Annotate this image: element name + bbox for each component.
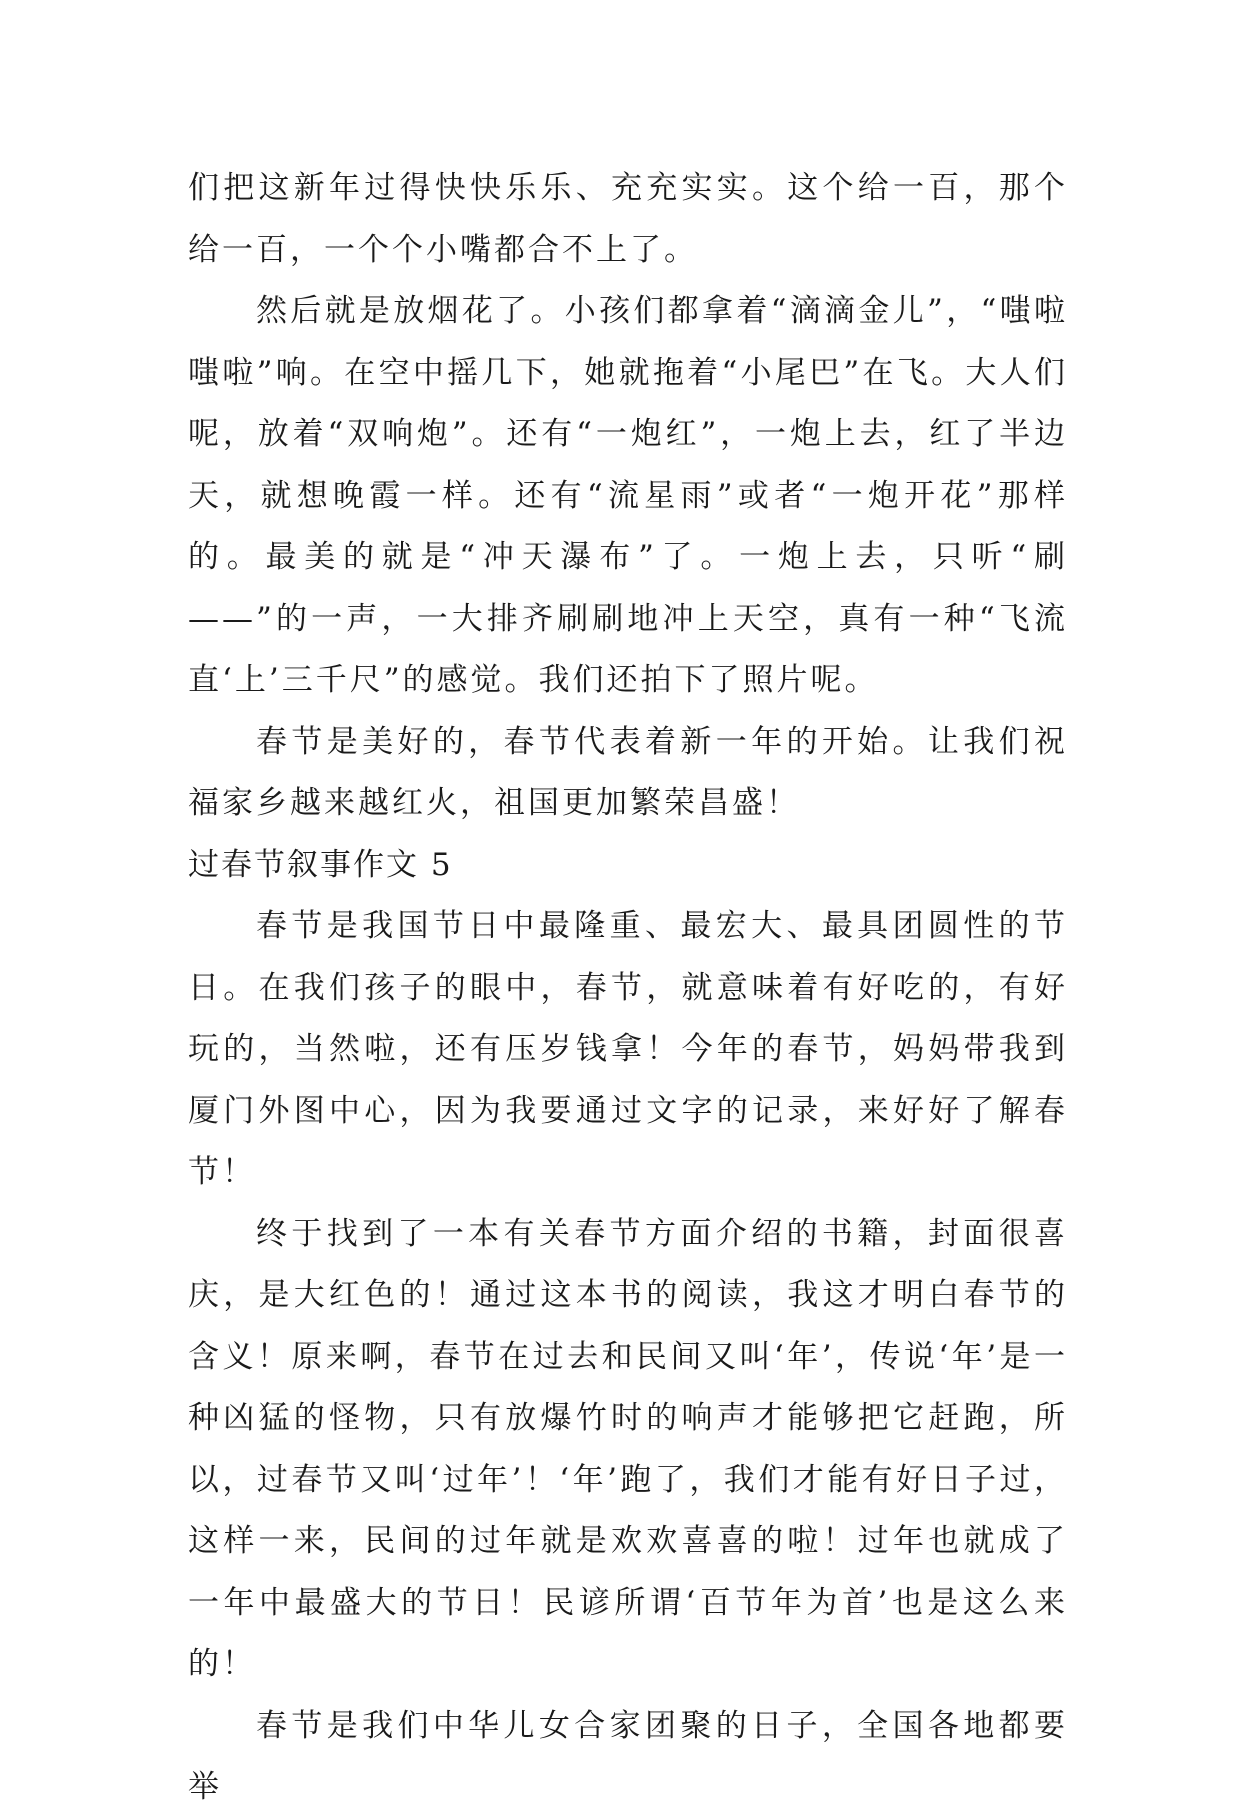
document-body bbox=[188, 158, 1068, 1819]
paragraph-fireworks: 然后就是放烟花了。小孩们都拿着“滴滴金儿”，“嗤啦嗤啦”响。在空中摇几下，她就拖着“小尾巴”在飞。大人们呢，放着“双响炮”。还有“一炮红”，一炮上去，红了半边天，就想晚霞一样。还有“流星雨”或者“一炮开花”那样的。最美的就是“冲天瀑布”了。一炮上去，只听“刷——”的一声，一大排齐刷刷地冲上天空，真有一种“飞流直‘上’三千尺”的感觉。我们还拍下了照片呢。 bbox=[188, 293, 1068, 698]
paragraph-continuation: 们把这新年过得快快乐乐、充充实实。这个给一百，那个给一百，一个个小嘴都合不上了。 bbox=[188, 170, 1068, 268]
paragraph-book: 终于找到了一本有关春节方面介绍的书籍，封面很喜庆，是大红色的！通过这本书的阅读，我这才明白春节的含义！原来啊，春节在过去和民间又叫‘年’，传说‘年’是一种凶猛的怪物，只有放爆竹时的响声才能够把它赶跑，所以，过春节又叫‘过年’！‘年’跑了，我们才能有好日子过，这样一来，民间的过年就是欢欢喜喜的啦！过年也就成了一年中最盛大的节日！民谚所谓‘百节年为首’也是这么来的！ bbox=[188, 1215, 1068, 1682]
paragraph-reunion: 春节是我们中华儿女合家团聚的日子，全国各地都要举 bbox=[188, 1707, 1068, 1805]
paragraph-intro: 春节是我国节日中最隆重、最宏大、最具团圆性的节日。在我们孩子的眼中，春节，就意味着有好吃的，有好玩的，当然啦，还有压岁钱拿！今年的春节，妈妈带我到厦门外图中心，因为我要通过文字的记录，来好好了解春节！ bbox=[188, 908, 1068, 1190]
paragraph-closing: 春节是美好的，春节代表着新一年的开始。让我们祝福家乡越来越红火，祖国更加繁荣昌盛！ bbox=[188, 723, 1068, 821]
essay-heading: 过春节叙事作文 5 bbox=[188, 846, 453, 883]
